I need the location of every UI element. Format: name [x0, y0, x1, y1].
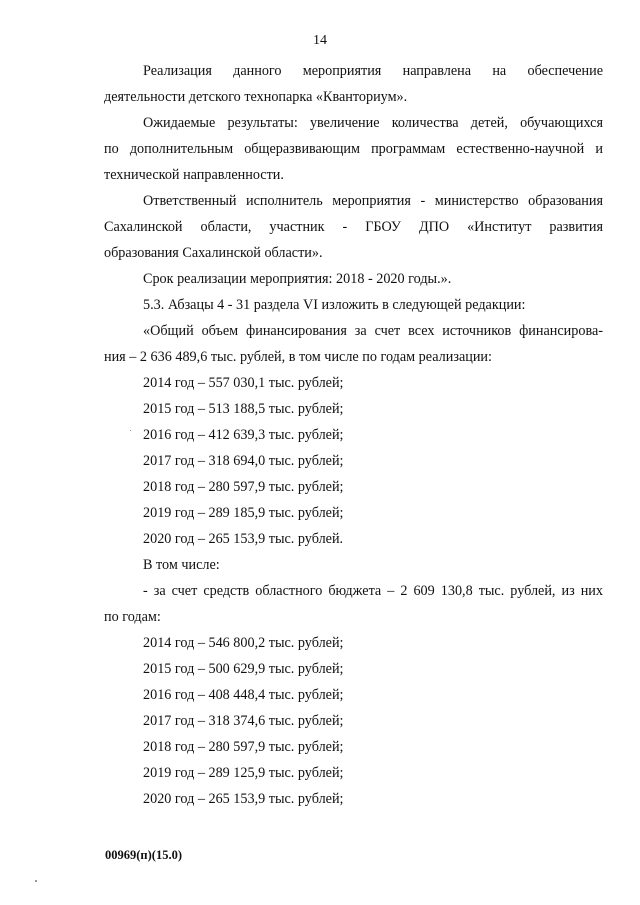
text-line: образования Сахалинской области».	[104, 245, 323, 261]
text-line: 2020 год – 265 153,9 тыс. рублей;	[143, 791, 344, 807]
text-line: 2017 год – 318 694,0 тыс. рублей;	[143, 453, 344, 469]
text-line: 2020 год – 265 153,9 тыс. рублей.	[143, 531, 344, 547]
text-line: - за счет средств областного бюджета – 2 609 130,8 тыс. рублей, из них	[143, 583, 603, 599]
text-line: Ожидаемые результаты: увеличение количества детей, обучающихся	[143, 115, 603, 131]
scan-speck	[130, 430, 131, 431]
text-line: ния – 2 636 489,6 тыс. рублей, в том числе по годам реализации:	[104, 349, 492, 365]
page-number: 14	[313, 33, 327, 48]
text-line: Реализация данного мероприятия направлена на обеспечение	[143, 63, 603, 79]
text-line: 5.3. Абзацы 4 - 31 раздела VI изложить в следующей редакции:	[143, 297, 526, 313]
text-line: 2014 год – 557 030,1 тыс. рублей;	[143, 375, 344, 391]
text-line: 2018 год – 280 597,9 тыс. рублей;	[143, 479, 344, 495]
text-line: технической направленности.	[104, 167, 284, 183]
text-line: В том числе:	[143, 557, 220, 573]
text-line: по годам:	[104, 609, 161, 625]
text-line: 2018 год – 280 597,9 тыс. рублей;	[143, 739, 344, 755]
text-line: 2019 год – 289 125,9 тыс. рублей;	[143, 765, 344, 781]
text-line: «Общий объем финансирования за счет всех источников финансирова-	[143, 323, 603, 339]
text-line: 2016 год – 412 639,3 тыс. рублей;	[143, 427, 344, 443]
text-line: по дополнительным общеразвивающим программам естественно-научной и	[104, 141, 603, 157]
text-line: 2019 год – 289 185,9 тыс. рублей;	[143, 505, 344, 521]
text-line: Сахалинской области, участник - ГБОУ ДПО «Институт развития	[104, 219, 603, 235]
scan-speck	[35, 880, 37, 882]
text-line: Ответственный исполнитель мероприятия - министерство образования	[143, 193, 603, 209]
text-line: 2014 год – 546 800,2 тыс. рублей;	[143, 635, 344, 651]
text-line: 2016 год – 408 448,4 тыс. рублей;	[143, 687, 344, 703]
text-line: 2017 год – 318 374,6 тыс. рублей;	[143, 713, 344, 729]
text-line: деятельности детского технопарка «Кванториум».	[104, 89, 408, 105]
document-code: 00969(п)(15.0)	[105, 848, 182, 862]
text-line: 2015 год – 500 629,9 тыс. рублей;	[143, 661, 344, 677]
text-line: 2015 год – 513 188,5 тыс. рублей;	[143, 401, 344, 417]
text-line: Срок реализации мероприятия: 2018 - 2020 годы.».	[143, 271, 452, 287]
